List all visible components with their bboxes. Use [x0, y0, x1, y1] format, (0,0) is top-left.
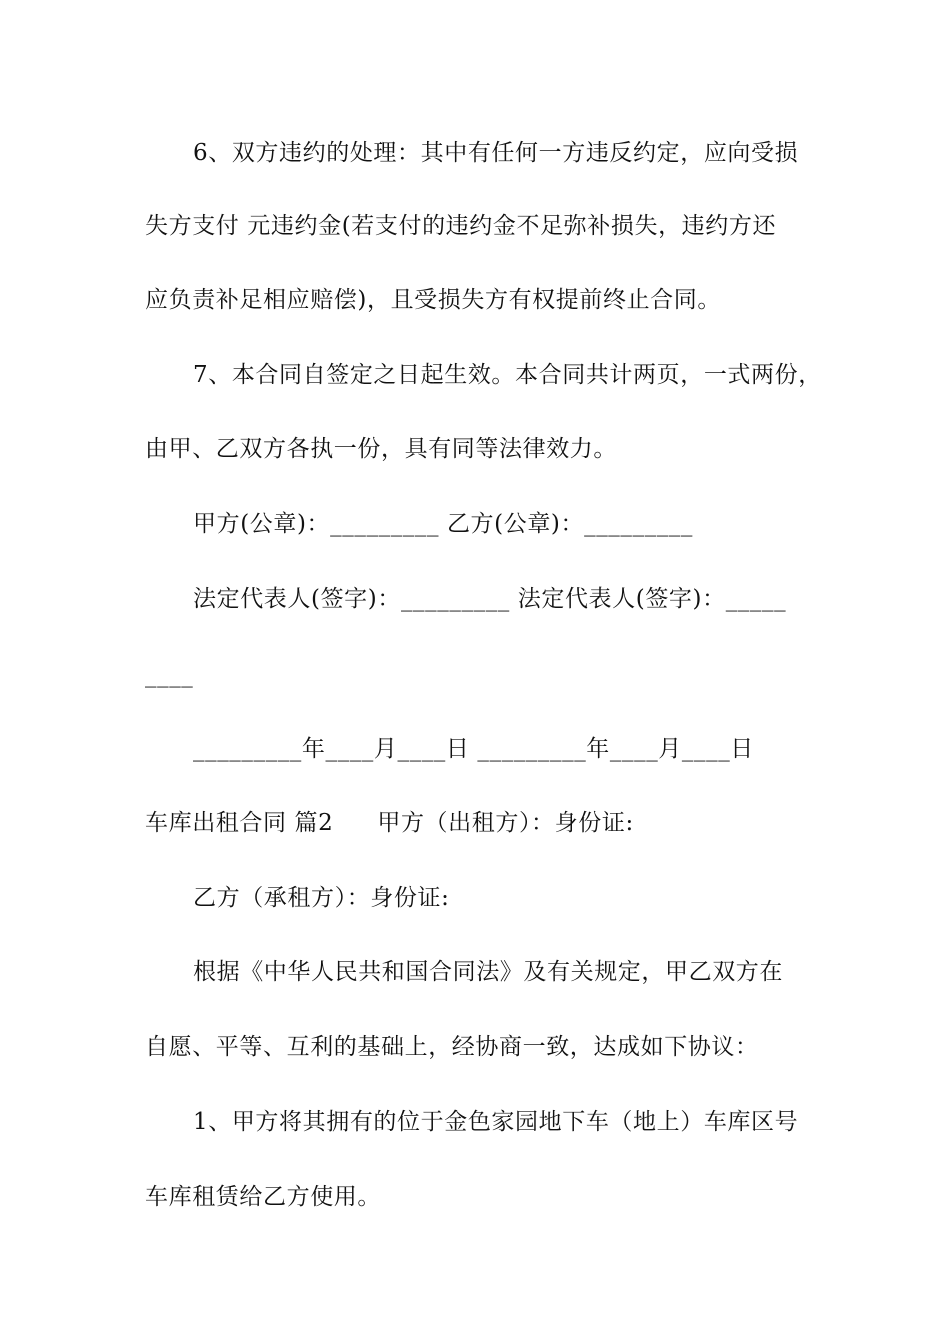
- party-b-id: 乙方（承租方）：身份证:: [193, 885, 450, 911]
- clause-6-line-1: 6、双方违约的处理：其中有任何一方违反约定，应向受损: [193, 140, 799, 166]
- clause-1-line-1: 1、甲方将其拥有的位于金色家园地下车（地上）车库区号: [193, 1109, 799, 1135]
- clause-7-line-1: 7、本合同自签定之日起生效。本合同共计两页，一式两份，: [193, 362, 822, 388]
- party-a-id: 甲方（出租方）：身份证:: [377, 810, 634, 836]
- preamble-line-2: 自愿、平等、互利的基础上，经协商一致，达成如下协议：: [145, 1034, 759, 1060]
- clause-7-line-2: 由甲、乙双方各执一份，具有同等法律效力。: [145, 436, 617, 462]
- contract-title: 车库出租合同 篇2: [145, 810, 334, 836]
- signature-line: 法定代表人(签字)：_________ 法定代表人(签字)：_____: [193, 586, 787, 612]
- section-heading-line: [145, 808, 634, 838]
- clause-6-line-2: 失方支付 元违约金(若支付的违约金不足弥补损失，违约方还: [145, 213, 777, 239]
- signature-line-continued: ____: [145, 662, 194, 688]
- seal-line: 甲方(公章)：_________ 乙方(公章)：_________: [193, 511, 694, 537]
- clause-6-line-3: 应负责补足相应赔偿)，且受损失方有权提前终止合同。: [145, 287, 721, 313]
- preamble-line-1: 根据《中华人民共和国合同法》及有关规定，甲乙双方在: [193, 959, 783, 985]
- date-line: _________年____月____日 _________年____月____日: [193, 736, 754, 762]
- clause-1-line-2: 车库租赁给乙方使用。: [145, 1184, 381, 1210]
